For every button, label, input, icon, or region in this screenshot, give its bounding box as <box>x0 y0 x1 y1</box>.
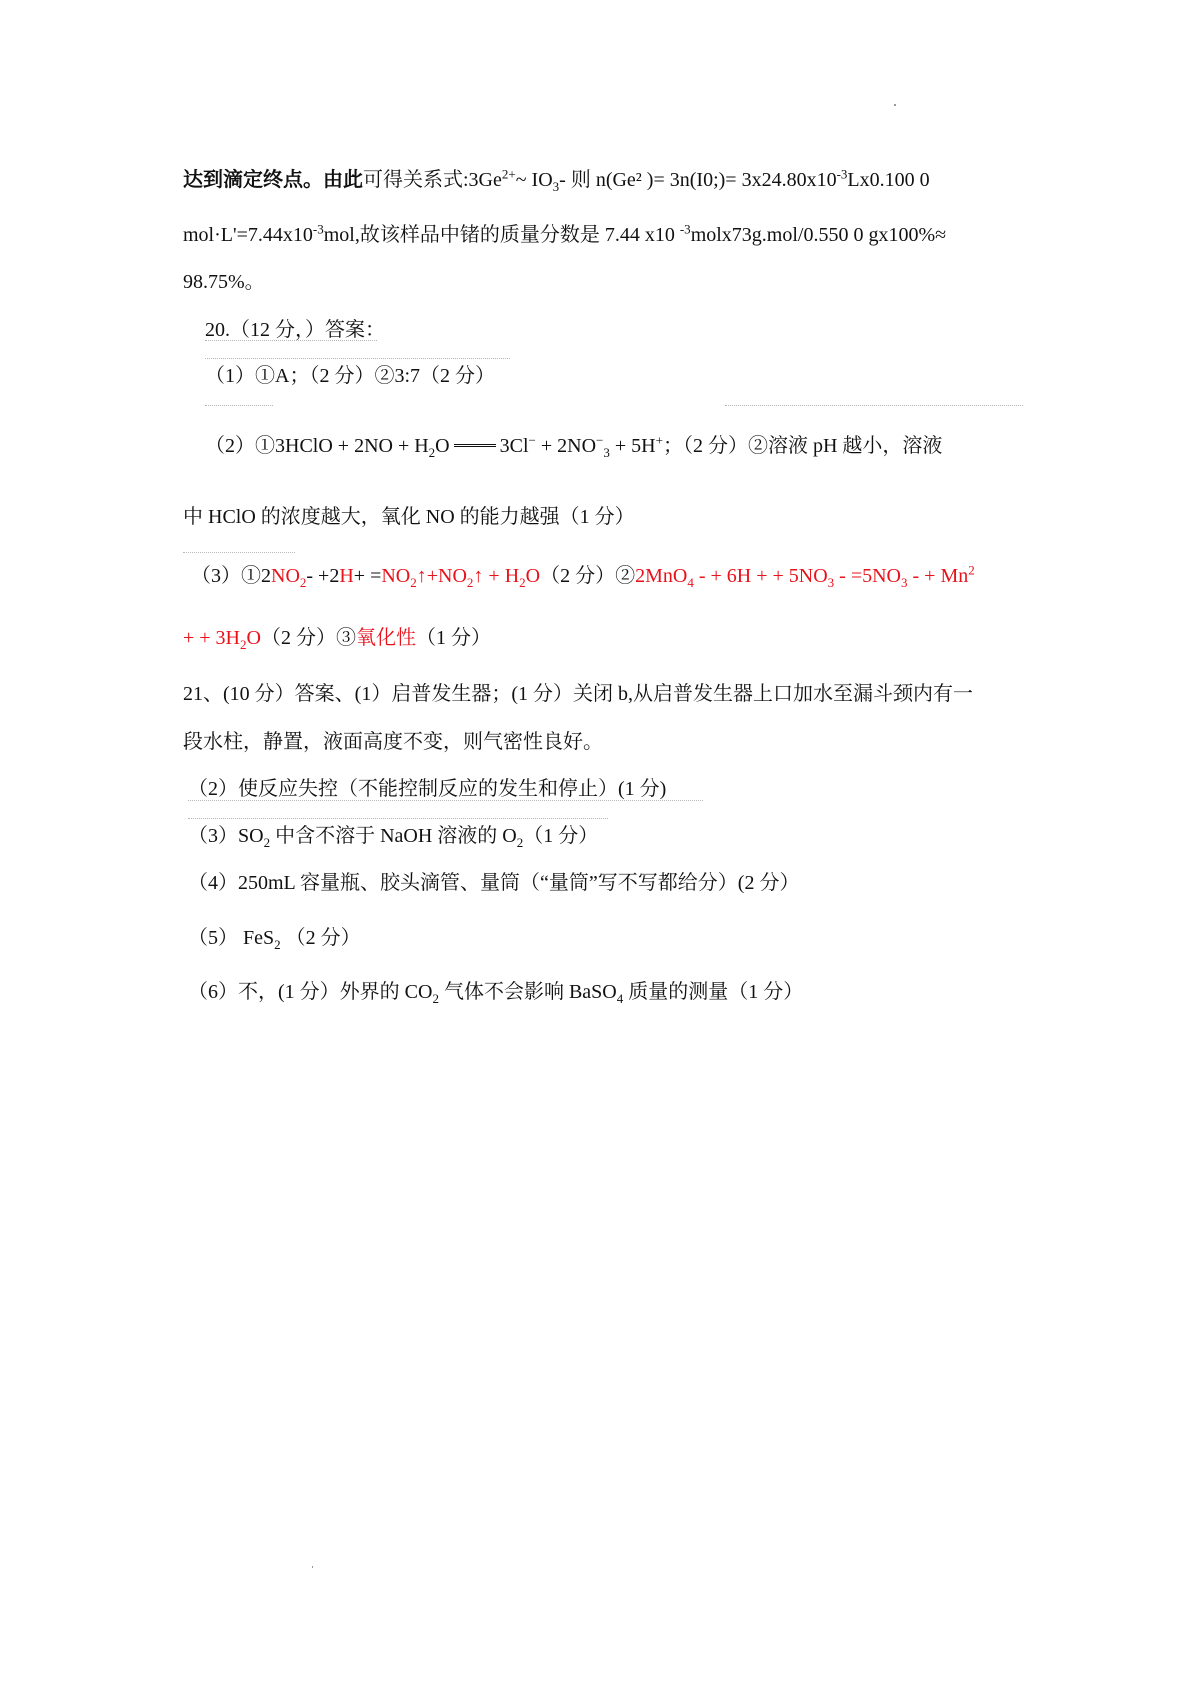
dotted-rule <box>188 818 608 819</box>
q20-part2-cont: 中 HClO 的浓度越大，氧化 NO 的能力越强（1 分） <box>183 506 635 528</box>
q20-part1: （1）①A；（2 分）②3:7（2 分） <box>205 365 495 387</box>
calc-line-3: 98.75%。 <box>183 271 265 293</box>
equals-sign <box>454 444 496 450</box>
q21-part5: （5） FeS$_2$ （2 分） <box>188 927 361 952</box>
q20-part2: （2）①3HClO + $2NO + H_2O$ $3Cl^- + 2NO^-_3 + 5H^+$；（2 分）②溶液 pH 越小，溶液 <box>205 432 943 460</box>
q20-header: 20.（12 分，）答案： <box>205 319 385 341</box>
dotted-rule <box>205 340 377 341</box>
calc-intro-bold: 达到滴定终点。由此 <box>183 169 363 191</box>
q21-part2: （2）使反应失控（不能控制反应的发生和停止）(1 分) <box>188 778 667 800</box>
q20-part3: $(3)①2NO_2- +2H+$ $=NO_2↑+NO_2↑ + H_2O(2$ 分）②2MnO$_4$ - + 6H + + $5NO_3 - =5NO_3$ - + $Mn^2$ <box>191 562 975 590</box>
q20-part3-cont: + + $3H_2O(2$ 分）③氧化性（1 分） <box>183 627 491 652</box>
q21-part6: （6）不，(1 分）外界的 $CO_2$ 气体不会影响 BaSO$_4$ 质量的测量（1 分） <box>188 981 804 1006</box>
dotted-rule <box>205 358 510 359</box>
dotted-rule <box>188 800 703 801</box>
q21-part3: $(3)SO_2$ 中含不溶于 NaOH 溶液的 $O_2(1$ 分） <box>188 825 599 850</box>
calc-line-2: $mol\cdot L'=7.44x10^{-3}mol$,故该样品中锗的质量分数是 7.44 x10 $^{-3}$molx73g.mol/0.550 0 gx100%≈ <box>183 221 947 246</box>
q21-line-1: 21、(10 分）答案、(1）启普发生器；(1 分）关闭 b,从启普发生器上口加水至漏斗颈内有一 <box>183 683 973 705</box>
scan-speck <box>894 104 896 106</box>
dotted-rule <box>725 405 1023 406</box>
dotted-rule <box>183 552 295 553</box>
scan-speck <box>312 1566 313 1568</box>
dotted-rule <box>205 405 273 406</box>
calc-line-1: 达到滴定终点。由此可得关系式$:3Ge^{2+}\sim$ $IO_3-$ 则 n(Ge² )= 3n(I0;)= $3x24.80x10^{-3}Lx0.100$ 0 <box>183 166 930 194</box>
q21-part4: （4）250mL 容量瓶、胶头滴管、量筒（“量筒”写不写都给分）(2 分） <box>188 872 800 894</box>
q21-line-2: 段水柱，静置，液面高度不变，则气密性良好。 <box>183 731 603 753</box>
reaction-equation: 3HClO + $2NO + H_2O$ $3Cl^- + 2NO^-_3 + 5H^+$ <box>275 432 663 460</box>
